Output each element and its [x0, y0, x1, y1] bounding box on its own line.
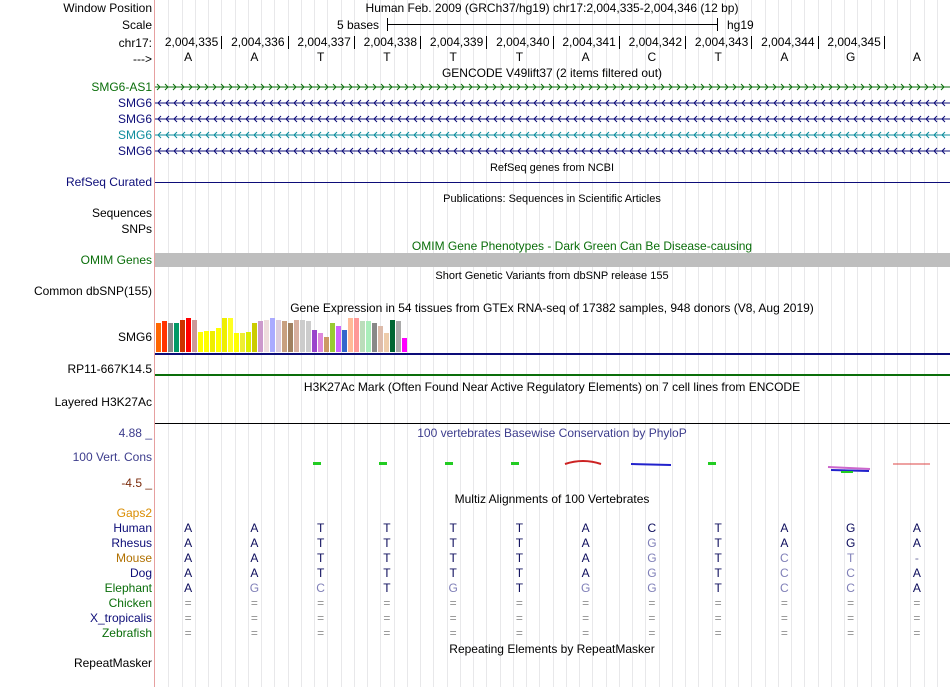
alignment-base: = [780, 596, 788, 610]
alignment-base: A [250, 566, 259, 580]
phylop-mark [831, 470, 869, 471]
alignment-base: = [847, 626, 855, 640]
coordinate-tick-label: 2,004,345 [827, 35, 881, 49]
coordinate-tick-label: 2,004,343 [694, 35, 749, 49]
alignment-base: = [582, 611, 590, 625]
alignment-base: G [845, 536, 856, 550]
phylop-signal [155, 0, 950, 687]
alignment-base: A [780, 521, 789, 535]
gaps-label[interactable]: Gaps2 [116, 506, 152, 520]
alignment-base: G [845, 521, 856, 535]
publications-track-title: Publications: Sequences in Scientific Articles [443, 193, 661, 205]
alignment-base: - [914, 551, 919, 565]
coordinate-tick-label: 2,004,337 [297, 35, 351, 49]
gtex-track-title: Gene Expression in 54 tissues from GTEx RNA-seq of 17382 samples, 948 donors (V8, Aug 2019) [290, 301, 814, 315]
alignment-base: = [582, 596, 590, 610]
alignment-base: A [912, 566, 921, 580]
scale-label: Scale [121, 18, 152, 32]
alignment-base: = [847, 596, 855, 610]
phylop-mark [828, 467, 870, 469]
alignment-base: = [913, 596, 921, 610]
gencode-item-smg6-3[interactable]: SMG6 [117, 128, 152, 142]
reference-base: T [714, 50, 722, 64]
alignment-base: T [714, 521, 722, 535]
alignment-base: A [250, 521, 259, 535]
alignment-base: = [714, 596, 722, 610]
alignment-base: T [515, 521, 524, 535]
reference-base: A [250, 50, 259, 64]
alignment-base: A [581, 536, 590, 550]
alignment-base: = [714, 611, 722, 625]
repeatmasker-label[interactable]: RepeatMasker [73, 656, 152, 670]
alignment-base: G [647, 536, 657, 550]
reference-base: T [449, 50, 457, 64]
alignment-base: T [515, 551, 524, 565]
track-label-column [0, 0, 154, 687]
alignment-base: T [449, 551, 457, 565]
coordinate-tick-label: 2,004,338 [363, 35, 417, 49]
alignment-base: = [515, 611, 523, 625]
alignment-base: T [449, 536, 457, 550]
alignment-base: C [846, 581, 855, 595]
gencode-item-smg6-4[interactable]: SMG6 [117, 144, 152, 158]
alignment-base: = [383, 596, 391, 610]
alignment-base: C [647, 521, 657, 535]
alignment-base: = [714, 626, 722, 640]
alignment-base: C [846, 566, 855, 580]
alignment-base: A [912, 536, 921, 550]
alignment-base: T [846, 551, 855, 565]
alignment-base: = [317, 626, 325, 640]
alignment-base: = [317, 611, 325, 625]
alignment-base: C [780, 551, 789, 565]
alignment-base: T [316, 521, 325, 535]
alignment-base: T [515, 581, 524, 595]
alignment-base: = [648, 596, 656, 610]
assembly-label: hg19 [727, 18, 754, 32]
layered-h3k27ac-label[interactable]: Layered H3K27Ac [54, 395, 152, 409]
alignment-base: = [317, 596, 325, 610]
species-human-label[interactable]: Human [113, 521, 152, 535]
coordinate-tick-label: 2,004,344 [761, 35, 815, 49]
alignment-base: T [714, 581, 722, 595]
rp11-label[interactable]: RP11-667K14.5 [67, 362, 152, 376]
repeatmasker-track-title: Repeating Elements by RepeatMasker [449, 642, 655, 656]
omim-genes-label[interactable]: OMIM Genes [80, 253, 152, 267]
alignment-base: = [913, 626, 921, 640]
alignment-base: A [184, 536, 193, 550]
alignment-base: = [250, 626, 258, 640]
alignment-base: A [184, 566, 193, 580]
phylop-mark [379, 462, 387, 465]
coordinate-tick-label: 2,004,340 [496, 35, 550, 49]
multiz-track-title: Multiz Alignments of 100 Vertebrates [454, 492, 650, 506]
alignment-base: T [714, 551, 722, 565]
alignment-base: C [780, 566, 789, 580]
alignment-base: = [913, 611, 921, 625]
alignment-base: = [383, 611, 391, 625]
alignment-base: A [250, 551, 259, 565]
alignment-base: C [780, 581, 789, 595]
alignment-base: T [316, 566, 325, 580]
alignment-base: = [449, 611, 457, 625]
alignment-base: = [847, 611, 855, 625]
alignment-base: A [184, 551, 193, 565]
alignment-base: A [184, 581, 193, 595]
alignment-base: A [250, 536, 259, 550]
alignment-base: T [383, 521, 391, 535]
alignment-base: A [184, 521, 193, 535]
strand-label: ---> [133, 52, 152, 66]
scale-text: 5 bases [337, 18, 380, 32]
vert-cons-label[interactable]: 100 Vert. Cons [72, 450, 152, 464]
chromosome-label: chr17: [118, 36, 152, 50]
conservation-min-label: -4.5 _ [121, 476, 152, 490]
alignment-base: T [383, 536, 391, 550]
phylop-track-title: 100 vertebrates Basewise Conservation by PhyloP [417, 426, 687, 440]
alignment-base: = [780, 626, 788, 640]
phylop-mark [313, 462, 321, 465]
phylop-mark [631, 464, 671, 465]
reference-base: A [912, 50, 921, 64]
window-position-label: Window Position [63, 1, 152, 15]
species-rhesus-label[interactable]: Rhesus [111, 536, 152, 550]
gencode-item-smg6-2[interactable]: SMG6 [117, 112, 152, 126]
alignment-base: = [250, 596, 258, 610]
alignment-base: G [448, 581, 458, 595]
alignment-base: A [581, 551, 590, 565]
alignment-base: T [515, 536, 524, 550]
alignment-base: = [780, 611, 788, 625]
reference-base: T [316, 50, 325, 64]
alignment-base: = [515, 596, 523, 610]
alignment-base: = [250, 611, 258, 625]
alignment-base: T [449, 521, 457, 535]
coordinate-tick-label: 2,004,341 [562, 35, 616, 49]
common-dbsnp-label[interactable]: Common dbSNP(155) [33, 284, 152, 298]
alignment-base: = [449, 596, 457, 610]
snps-label[interactable]: SNPs [121, 222, 152, 236]
reference-base: T [383, 50, 391, 64]
alignment-base: G [647, 566, 657, 580]
track-image[interactable] [155, 0, 950, 687]
coordinate-tick-label: 2,004,339 [429, 35, 484, 49]
alignment-base: C [316, 581, 325, 595]
position-text: Human Feb. 2009 (GRCh37/hg19) chr17:2,004,335-2,004,346 (12 bp) [365, 1, 739, 15]
alignment-base: T [316, 551, 325, 565]
sequences-label[interactable]: Sequences [91, 206, 152, 220]
gencode-track-title: GENCODE V49lift37 (2 items filtered out) [441, 66, 663, 80]
reference-base: A [184, 50, 193, 64]
alignment-base: = [184, 626, 192, 640]
alignment-base: G [647, 551, 657, 565]
alignment-base: T [383, 551, 391, 565]
gtex-smg6-label[interactable]: SMG6 [117, 330, 152, 344]
alignment-base: = [648, 626, 656, 640]
alignment-base: T [515, 566, 524, 580]
reference-base: T [515, 50, 524, 64]
alignment-base: T [714, 536, 722, 550]
phylop-mark [565, 461, 601, 464]
alignment-base: G [249, 581, 260, 595]
alignment-base: = [582, 626, 590, 640]
alignment-base: T [383, 566, 391, 580]
coordinate-tick-label: 2,004,336 [231, 35, 285, 49]
alignment-base: G [647, 581, 657, 595]
alignment-base: T [449, 566, 457, 580]
phylop-mark [445, 462, 453, 465]
species-dog-label[interactable]: Dog [129, 566, 152, 580]
species-zebrafish-label[interactable]: Zebrafish [101, 626, 152, 640]
species-chicken-label[interactable]: Chicken [108, 596, 152, 610]
alignment-base: A [581, 566, 590, 580]
alignment-base: = [515, 626, 523, 640]
alignment-base: A [912, 521, 921, 535]
alignment-base: = [648, 611, 656, 625]
gencode-item-smg6-as1[interactable]: SMG6-AS1 [91, 80, 152, 94]
alignment-base: A [581, 521, 590, 535]
reference-base: A [581, 50, 590, 64]
reference-base: C [647, 50, 657, 64]
alignment-base: = [449, 626, 457, 640]
alignment-base: T [383, 581, 391, 595]
alignment-base: A [780, 536, 789, 550]
gencode-item-smg6-1[interactable]: SMG6 [117, 96, 152, 110]
coordinate-tick-label: 2,004,342 [628, 35, 682, 49]
h3k27ac-track-title: H3K27Ac Mark (Often Found Near Active Regulatory Elements) on 7 cell lines from ENCODE [303, 380, 801, 394]
alignment-base: = [184, 611, 192, 625]
conservation-max-label: 4.88 _ [118, 426, 152, 440]
alignment-base: G [580, 581, 591, 595]
phylop-mark [511, 462, 519, 465]
phylop-mark [708, 462, 716, 465]
refseq-track-title: RefSeq genes from NCBI [489, 162, 615, 174]
alignment-base: = [184, 596, 192, 610]
refseq-curated-label[interactable]: RefSeq Curated [65, 175, 152, 189]
dbsnp-track-title: Short Genetic Variants from dbSNP release 155 [435, 270, 669, 282]
reference-base: G [845, 50, 856, 64]
omim-track-title: OMIM Gene Phenotypes - Dark Green Can Be Disease-causing [411, 239, 753, 253]
reference-base: A [780, 50, 789, 64]
alignment-base: A [912, 581, 921, 595]
alignment-base: T [714, 566, 722, 580]
alignment-base: = [383, 626, 391, 640]
species-mouse-label[interactable]: Mouse [115, 551, 152, 565]
alignment-base: T [316, 536, 325, 550]
species-elephant-label[interactable]: Elephant [104, 581, 152, 595]
coordinate-tick-label: 2,004,335 [164, 35, 219, 49]
species-xtropicalis-label[interactable]: X_tropicalis [89, 611, 152, 625]
phylop-mark [841, 471, 853, 473]
